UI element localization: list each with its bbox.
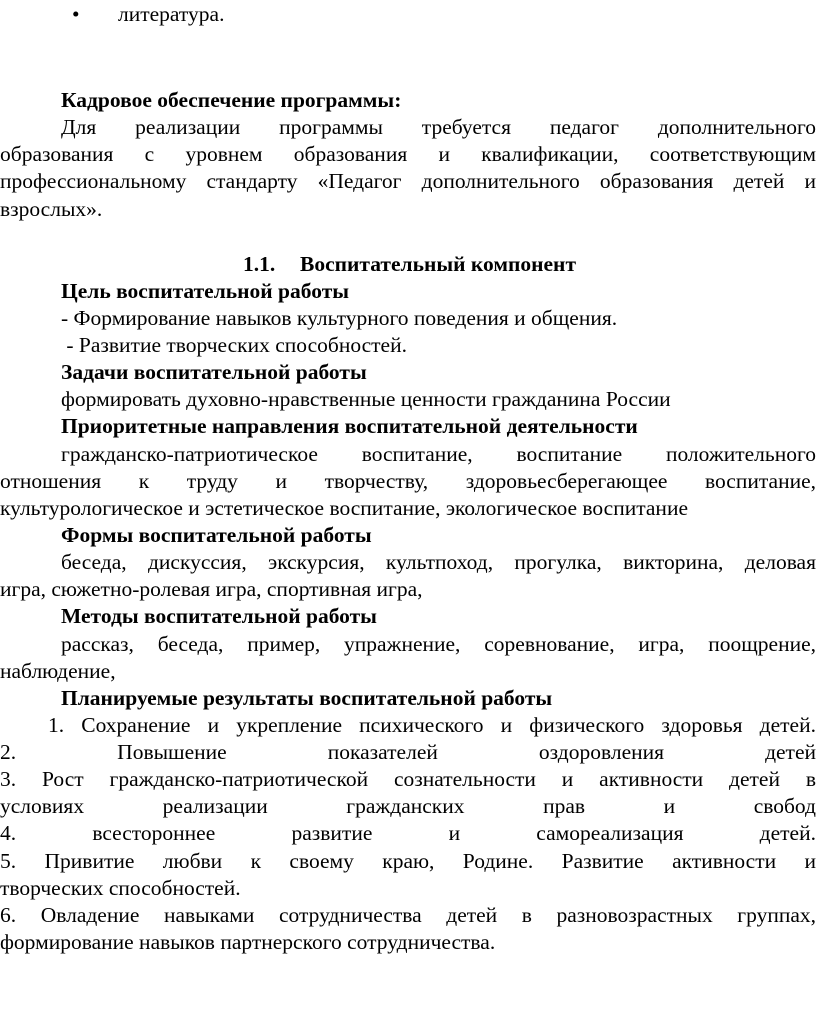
section-number: 1.1. xyxy=(243,252,276,276)
results-line: 1. Сохранение и укрепление психического и физического здоровья детей. xyxy=(48,713,816,737)
staffing-line: Для реализации программы требуется педагог дополнительного xyxy=(61,115,816,139)
staffing-line: профессиональному стандарту «Педагог дополнительного образования детей и xyxy=(0,169,816,193)
methods-line: рассказ, беседа, пример, упражнение, соревнование, игра, поощрение, xyxy=(61,632,816,656)
bullet-icon: • xyxy=(72,2,80,26)
forms-line: беседа, дискуссия, экскурсия, культпоход, прогулка, викторина, деловая xyxy=(61,550,816,574)
forms-heading: Формы воспитательной работы xyxy=(61,523,372,547)
methods-heading: Методы воспитательной работы xyxy=(61,604,377,628)
results-line: 4. всестороннее развитие и самореализация детей. xyxy=(0,821,816,845)
priorities-line: гражданско-патриотическое воспитание, воспитание положительного xyxy=(61,442,816,466)
forms-line: игра, сюжетно-ролевая игра, спортивная игра, xyxy=(0,577,423,601)
results-line: 6. Овладение навыками сотрудничества детей в разновозрастных группах, xyxy=(0,903,816,927)
tasks-heading: Задачи воспитательной работы xyxy=(61,360,367,384)
bullet-item-text: литература. xyxy=(118,2,225,26)
results-line: условиях реализации гражданских прав и свобод xyxy=(0,794,816,818)
staffing-heading: Кадровое обеспечение программы: xyxy=(61,88,402,112)
results-line: формирование навыков партнерского сотрудничества. xyxy=(0,930,496,954)
priorities-heading: Приоритетные направления воспитательной деятельности xyxy=(61,414,638,438)
goal-heading: Цель воспитательной работы xyxy=(61,279,350,303)
bullet-list-item xyxy=(0,0,816,28)
priorities-line: культурологическое и эстетическое воспитание, экологическое воспитание xyxy=(0,496,688,520)
results-line: 2. Повышение показателей оздоровления детей xyxy=(0,740,816,764)
priorities-line: отношения к труду и творчеству, здоровьесберегающее воспитание, xyxy=(0,469,816,493)
results-line: творческих способностей. xyxy=(0,876,241,900)
staffing-line: образования с уровнем образования и квалификации, соответствующим xyxy=(0,142,816,166)
methods-line: наблюдение, xyxy=(0,659,116,683)
section-heading xyxy=(0,250,816,278)
goal-line: - Формирование навыков культурного поведения и общения. xyxy=(61,306,618,330)
results-heading: Планируемые результаты воспитательной работы xyxy=(61,686,553,710)
goal-line: - Развитие творческих способностей. xyxy=(61,333,407,357)
staffing-line: взрослых». xyxy=(0,197,103,221)
tasks-line: формировать духовно-нравственные ценности гражданина России xyxy=(61,387,671,411)
results-line: 3. Рост гражданско-патриотической сознательности и активности детей в xyxy=(0,767,816,791)
section-title: Воспитательный компонент xyxy=(300,252,577,276)
results-line: 5. Привитие любви к своему краю, Родине. Развитие активности и xyxy=(0,849,816,873)
